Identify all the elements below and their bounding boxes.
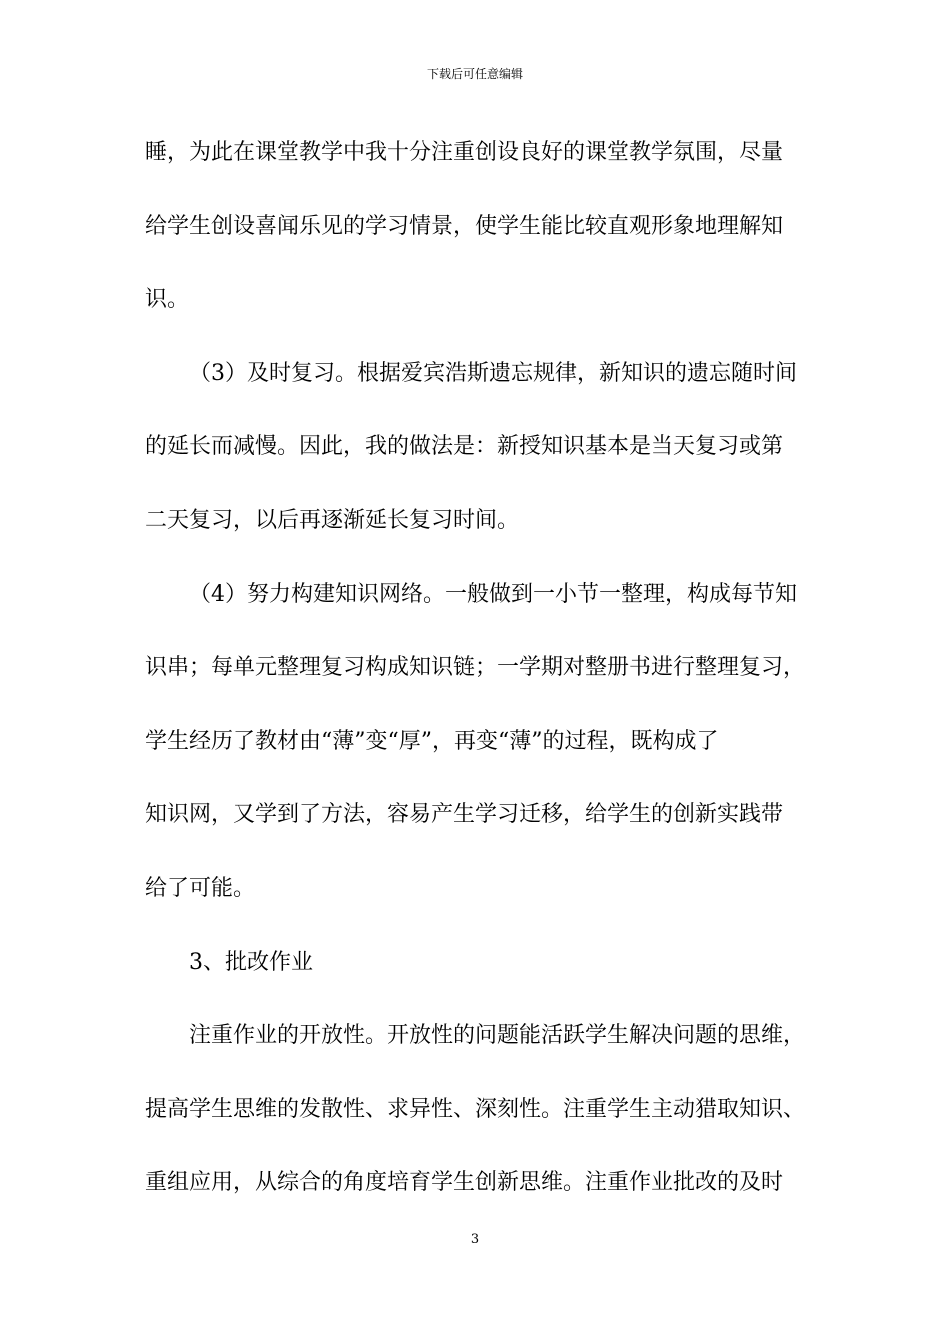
- page-number: 3: [470, 1232, 480, 1247]
- text-line: 学生经历了教材由“薄”变“厚”，再变“薄”的过程，既构成了: [145, 728, 719, 754]
- text-line-indented: 注重作业的开放性。开放性的问题能活跃学生解决问题的思维，: [189, 1023, 806, 1049]
- body-text: [145, 128, 809, 1232]
- text-line-indented: （4）努力构建知识网络。一般做到一小节一整理，构成每节知: [189, 581, 797, 607]
- section-heading: 3、批改作业: [189, 949, 313, 975]
- page-header: 下载后可任意编辑: [426, 67, 523, 81]
- text-line: 的延长而减慢。因此，我的做法是：新授知识基本是当天复习或第: [145, 434, 784, 460]
- text-line: 给了可能。: [145, 875, 256, 901]
- text-line: 提高学生思维的发散性、求异性、深刻性。注重学生主动猎取知识、: [145, 1096, 806, 1122]
- text-line-indented: （3）及时复习。根据爱宾浩斯遗忘规律，新知识的遗忘随时间: [189, 360, 797, 386]
- text-line: 给学生创设喜闻乐见的学习情景，使学生能比较直观形象地理解知: [145, 213, 784, 239]
- text-line: 二天复习，以后再逐渐延长复习时间。: [145, 507, 520, 533]
- text-line: 识。: [145, 287, 190, 313]
- text-line: 知识网，又学到了方法，容易产生学习迁移，给学生的创新实践带: [145, 802, 784, 828]
- text-line: 识串；每单元整理复习构成知识链；一学期对整册书进行整理复习，: [145, 655, 806, 681]
- text-line: 重组应用，从综合的角度培育学生创新思维。注重作业批改的及时: [145, 1170, 784, 1196]
- text-line: 睡，为此在课堂教学中我十分注重创设良好的课堂教学氛围，尽量: [145, 140, 784, 165]
